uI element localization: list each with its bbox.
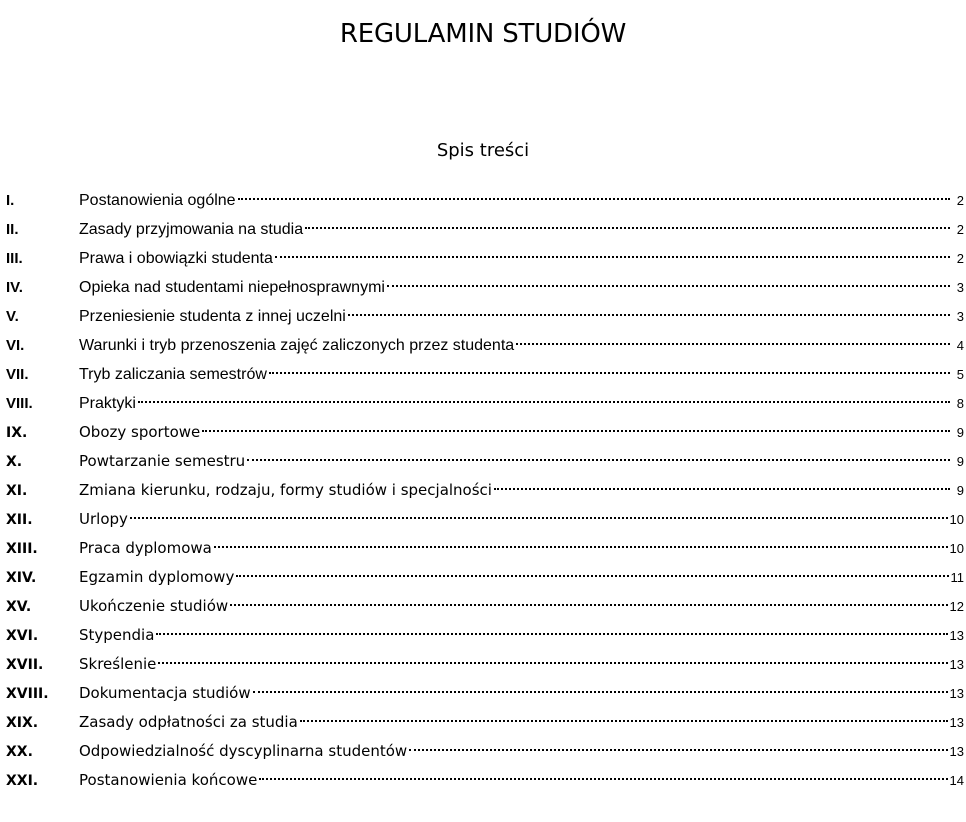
toc-entry-number: VI. [6,337,25,354]
toc-entry-title[interactable]: Tryb zaliczania semestrów [79,366,267,383]
toc-entry-page: 13 [949,686,964,701]
toc-entry-number: III. [6,250,23,267]
toc-entry-page: 10 [949,512,964,527]
toc-entry[interactable] [6,389,964,418]
toc-entry-title[interactable]: Przeniesienie studenta z innej uczelni [79,308,346,325]
toc-entry-page: 9 [956,483,964,498]
toc-entry[interactable] [6,360,964,389]
toc-entry-number: II. [6,221,19,238]
toc-entry-page: 13 [949,744,964,759]
toc-dot-leader [494,488,950,490]
toc-entry-title[interactable]: Zasady odpłatności za studia [79,713,298,731]
toc-entry[interactable] [6,447,964,476]
document-title: REGULAMIN STUDIÓW [339,19,627,50]
toc-dot-leader [158,662,947,664]
toc-entry-title[interactable]: Postanowienia końcowe [79,771,258,789]
toc-entry-title[interactable]: Obozy sportowe [79,423,201,441]
toc-dot-leader [300,720,948,722]
toc-dot-leader [387,285,950,287]
toc-entry[interactable] [6,679,964,708]
toc-entry[interactable] [6,592,964,621]
toc-entry-title[interactable]: Postanowienia ogólne [79,192,236,209]
toc-dot-leader [516,343,950,345]
toc-entry-title[interactable]: Prawa i obowiązki studenta [79,250,273,267]
toc-entry[interactable] [6,650,964,679]
toc-dot-leader [138,401,950,403]
toc-dot-leader [238,198,950,200]
toc-entry-title[interactable]: Opieka nad studentami niepełnosprawnymi [79,279,385,296]
toc-entry[interactable] [6,621,964,650]
toc-entry[interactable] [6,505,964,534]
toc-entry-number: XVIII. [6,686,49,702]
toc-entry-number: XXI. [6,773,39,789]
toc-entry-title[interactable]: Stypendia [79,626,155,644]
toc-dot-leader [269,372,950,374]
toc-entry[interactable] [6,244,964,273]
toc-dot-leader [247,459,950,461]
toc-entry-title[interactable]: Warunki i tryb przenoszenia zajęć zaliczonych przez studenta [79,337,515,354]
toc-entry[interactable] [6,186,964,215]
toc-entry[interactable] [6,563,964,592]
toc-entry-number: XIV. [6,570,37,586]
toc-entry-number: XIX. [6,715,39,731]
toc-entry-page: 9 [956,425,964,440]
toc-entry-page: 2 [956,251,964,266]
toc-entry-page: 3 [956,309,964,324]
toc-entry-number: IX. [6,425,28,441]
toc-entry[interactable] [6,302,964,331]
toc-entry-title[interactable]: Ukończenie studiów [79,597,229,615]
toc-entry-number: X. [6,454,23,470]
toc-dot-leader [275,256,950,258]
toc-entry-page: 3 [956,280,964,295]
toc-entry-number: XX. [6,744,33,760]
toc-entry-title[interactable]: Zmiana kierunku, rodzaju, formy studiów i specjalności [79,481,492,499]
toc-entry-page: 5 [956,367,964,382]
toc-entry-number: XIII. [6,541,38,557]
toc-entry-title[interactable]: Odpowiedzialność dyscyplinarna studentów [79,742,408,760]
table-of-contents [6,186,964,795]
toc-entry-page: 12 [949,599,964,614]
toc-entry-title[interactable]: Skreślenie [79,655,157,673]
toc-entry[interactable] [6,737,964,766]
toc-entry-page: 4 [956,338,964,353]
toc-entry-title[interactable]: Praca dyplomowa [79,539,212,557]
toc-entry-page: 13 [949,628,964,643]
toc-entry-page: 13 [949,715,964,730]
toc-entry-page: 10 [949,541,964,556]
toc-entry-number: VII. [6,366,29,383]
toc-entry[interactable] [6,215,964,244]
toc-dot-leader [409,749,947,751]
toc-entry-number: V. [6,308,19,325]
toc-entry-number: XII. [6,512,33,528]
toc-entry-number: VIII. [6,395,33,412]
toc-entry[interactable] [6,708,964,737]
toc-entry-page: 2 [956,193,964,208]
toc-entry[interactable] [6,331,964,360]
toc-entry-title[interactable]: Egzamin dyplomowy [79,568,235,586]
toc-dot-leader [156,633,947,635]
toc-entry-number: XV. [6,599,32,615]
toc-entry-number: I. [6,192,15,209]
toc-entry-page: 13 [949,657,964,672]
toc-entry[interactable] [6,534,964,563]
toc-entry-title[interactable]: Dokumentacja studiów [79,684,251,702]
toc-entry-title[interactable]: Praktyki [79,395,136,412]
toc-entry-page: 9 [956,454,964,469]
toc-dot-leader [202,430,950,432]
toc-entry-number: IV. [6,279,23,296]
toc-dot-leader [236,575,948,577]
toc-entry-title[interactable]: Urlopy [79,510,128,528]
toc-entry-title[interactable]: Powtarzanie semestru [79,452,246,470]
toc-entry-page: 2 [956,222,964,237]
toc-entry-page: 8 [956,396,964,411]
toc-entry-page: 11 [950,570,964,585]
toc-entry-page: 14 [949,773,964,788]
toc-dot-leader [259,778,947,780]
toc-dot-leader [305,227,950,229]
toc-dot-leader [214,546,948,548]
toc-entry[interactable] [6,418,964,447]
toc-entry-number: XVI. [6,628,39,644]
toc-entry-number: XI. [6,483,28,499]
toc-entry-title[interactable]: Zasady przyjmowania na studia [79,221,304,238]
toc-dot-leader [130,517,948,519]
toc-entry[interactable] [6,476,964,505]
toc-entry-number: XVII. [6,657,44,673]
toc-dot-leader [348,314,950,316]
toc-dot-leader [230,604,947,606]
toc-entry[interactable] [6,766,964,795]
toc-dot-leader [253,691,948,693]
toc-heading: Spis treści [436,140,530,161]
toc-entry[interactable] [6,273,964,302]
